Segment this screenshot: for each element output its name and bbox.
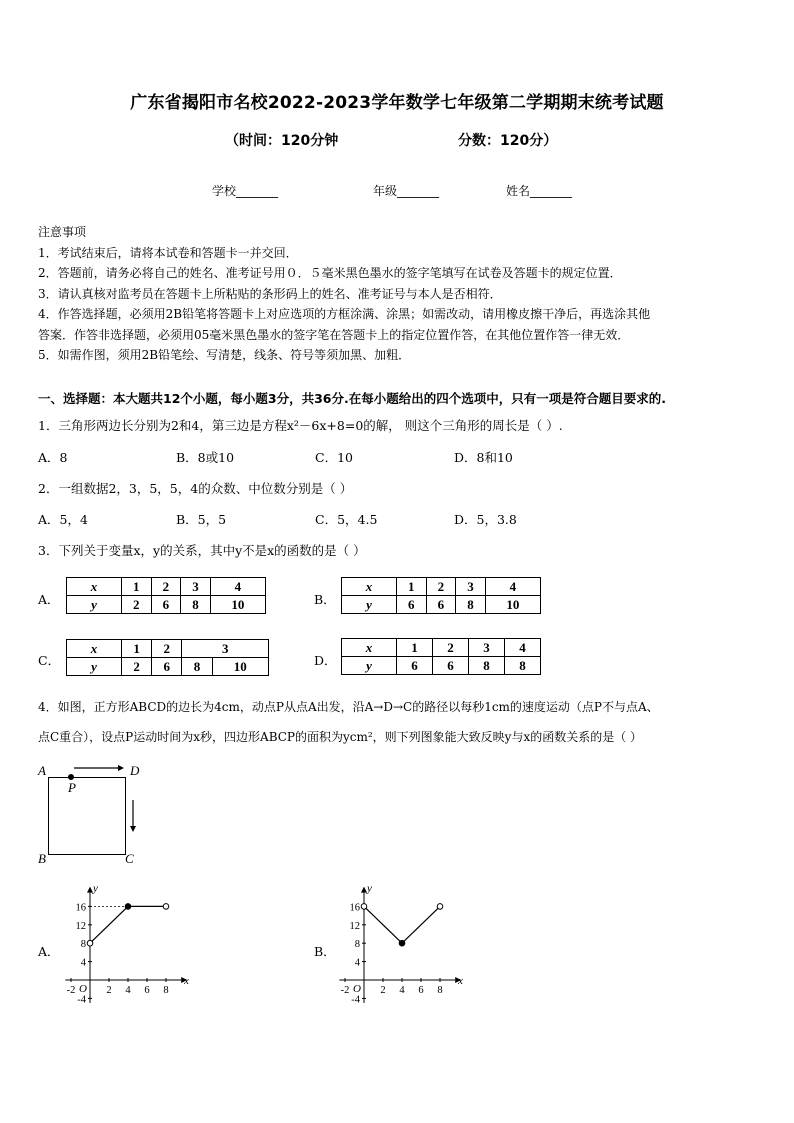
x-tick-label: 8 [437, 985, 443, 996]
question-2-stem: 2．一组数据2，3，5，5，4的众数、中位数分别是（ ） [38, 481, 353, 496]
table-cell: 1 [397, 639, 433, 657]
graph-b [332, 878, 462, 1013]
table-cell: 3 [181, 578, 211, 596]
q3-label-b: B． [314, 592, 336, 607]
x-tick-label: 2 [106, 985, 112, 996]
table-cell: 6 [433, 657, 469, 675]
q1-option-d: D．8和10 [454, 450, 513, 465]
question-3-stem: 3．下列关于变量x，y的关系，其中y不是x的函数的是（ ） [38, 543, 366, 558]
note-item: 1．考试结束后，请将本试卷和答题卡一并交回． [38, 245, 298, 260]
x-tick-label: 8 [163, 985, 169, 996]
table-header: x [67, 640, 122, 658]
table-cell: 4 [485, 578, 540, 596]
table-cell: 8 [505, 657, 541, 675]
q2-option-c: C．5，4.5 [315, 512, 378, 527]
table-cell: 8 [469, 657, 505, 675]
y-axis-label: y [93, 882, 98, 895]
notes [38, 222, 768, 366]
table-cell: 2 [122, 658, 152, 676]
q4-option-b-label: B． [314, 944, 336, 959]
y-tick-label: 12 [349, 920, 360, 932]
table-header: y [342, 596, 397, 614]
table-cell: 10 [212, 658, 268, 676]
vertex-c-label: C [125, 851, 134, 866]
table-cell: 4 [210, 578, 265, 596]
note-item: 5．如需作图，须用2B铅笔绘、写清楚，线条、符号等须加黑、加粗． [38, 348, 411, 362]
q2-option-d: D．5，3.8 [454, 512, 517, 527]
q3-table-b [341, 577, 541, 614]
table-header: y [342, 657, 397, 675]
note-item: 4．作答选择题，必须用2B铅笔将答题卡上对应选项的方框涂满、涂黑；如需改动，请用橡皮擦干净后，再选涂其他 [38, 307, 651, 321]
data-point [399, 940, 405, 946]
table-cell: 6 [152, 658, 182, 676]
section-heading: 一、选择题：本大题共12个小题，每小题3分，共36分.在每小题给出的四个选项中，只有一项是符合题目要求的. [38, 391, 666, 406]
y-tick-label: 12 [75, 920, 86, 932]
y-tick-label: -4 [77, 994, 86, 1006]
question-1-stem: 1．三角形两边长分别为2和4，第三边是方程x²－6x+8=0的解， 则这个三角形的周长是（ ）. [38, 418, 563, 433]
vertex-b-label: B [38, 851, 46, 866]
q4-option-a-label: A． [38, 944, 60, 959]
open-point [163, 904, 169, 910]
q1-option-c: C．10 [315, 450, 353, 465]
q2-option-b: B．5，5 [176, 512, 227, 527]
y-tick-label: 16 [349, 902, 360, 914]
q1-option-b: B．8或10 [176, 450, 235, 465]
open-point [87, 940, 93, 946]
origin-label: O [353, 983, 361, 995]
table-cell: 6 [397, 596, 427, 614]
y-tick-label: 16 [75, 902, 86, 914]
point-p-label: P [68, 780, 76, 795]
vertex-d-label: D [130, 763, 140, 778]
data-point [125, 904, 131, 910]
time-info: （时间：120分钟 [225, 133, 339, 149]
table-cell: 3 [182, 640, 269, 658]
table-cell: 1 [122, 640, 152, 658]
x-tick-label: -2 [66, 985, 76, 996]
x-axis-label: x [184, 975, 189, 987]
table-cell: 2 [122, 596, 152, 614]
table-cell: 2 [152, 640, 182, 658]
table-cell: 10 [210, 596, 265, 614]
y-tick-label: 4 [80, 957, 86, 969]
table-header: x [342, 578, 397, 596]
x-axis-label: x [458, 975, 463, 987]
table-cell: 10 [485, 596, 540, 614]
square-figure [36, 760, 146, 870]
series-line [90, 906, 166, 943]
q3-label-c: C． [38, 653, 61, 668]
open-point [361, 904, 367, 910]
table-cell: 2 [151, 578, 181, 596]
score-info: 分数：120分） [458, 133, 558, 149]
y-tick-label: 8 [354, 939, 360, 951]
question-4-stem-line2: 点C重合），设点P运动时间为x秒，四边形ABCP的面积为ycm²，则下列图象能大致反映y与x的函数关系的是（ ） [38, 730, 643, 744]
grade-field: 年级_______ [373, 184, 440, 198]
page-title: 广东省揭阳市名校2022-2023学年数学七年级第二学期期末统考试题 [130, 93, 664, 113]
note-item: 答案．作答非选择题，必须用05毫米黑色墨水的签字笔在答题卡上的指定位置作答，在其他位置作答一律无效． [38, 327, 630, 342]
table-cell: 8 [182, 658, 212, 676]
origin-label: O [79, 983, 87, 995]
school-field: 学校_______ [212, 184, 279, 198]
x-tick-label: 4 [125, 985, 131, 996]
table-cell: 6 [151, 596, 181, 614]
q3-label-d: D． [314, 653, 337, 668]
graph-a [58, 878, 188, 1013]
q3-table-d [341, 638, 541, 675]
notes-heading: 注意事项 [38, 225, 87, 239]
table-cell: 1 [397, 578, 427, 596]
y-axis-label: y [367, 882, 372, 895]
table-cell: 8 [456, 596, 486, 614]
motion-arrows [36, 760, 146, 870]
x-tick-label: -2 [340, 985, 350, 996]
vertex-a-label: A [38, 763, 46, 778]
x-tick-label: 2 [380, 985, 386, 996]
x-tick-label: 6 [418, 985, 424, 996]
note-item: 2．答题前，请务必将自己的姓名、准考证号用０．５毫米黑色墨水的签字笔填写在试卷及答题卡的规定位置． [38, 266, 622, 280]
open-point [437, 904, 443, 910]
table-cell: 8 [181, 596, 211, 614]
table-cell: 2 [426, 578, 456, 596]
q1-option-a: A．8 [38, 450, 68, 465]
table-header: y [67, 596, 122, 614]
table-cell: 6 [426, 596, 456, 614]
table-header: y [67, 658, 122, 676]
table-cell: 3 [469, 639, 505, 657]
x-tick-label: 4 [399, 985, 405, 996]
y-tick-label: -4 [351, 994, 360, 1006]
series-line [364, 906, 440, 943]
table-cell: 2 [433, 639, 469, 657]
y-tick-label: 8 [80, 939, 86, 951]
question-4-stem-line1: 4．如图，正方形ABCD的边长为4cm，动点P从点A出发，沿A→D→C的路径以每秒1cm的速度运动（点P不与点A、 [38, 700, 659, 714]
table-cell: 1 [122, 578, 152, 596]
q3-table-c [66, 639, 269, 676]
q2-option-a: A．5，4 [38, 512, 88, 527]
table-cell: 3 [456, 578, 486, 596]
table-header: x [67, 578, 122, 596]
q3-table-a [66, 577, 266, 614]
note-item: 3．请认真核对监考员在答题卡上所粘贴的条形码上的姓名、准考证号与本人是否相符． [38, 286, 502, 301]
q3-label-a: A． [38, 592, 60, 607]
table-header: x [342, 639, 397, 657]
table-cell: 4 [505, 639, 541, 657]
x-tick-label: 6 [144, 985, 150, 996]
table-cell: 6 [397, 657, 433, 675]
name-field: 姓名_______ [506, 184, 573, 198]
y-tick-label: 4 [354, 957, 360, 969]
